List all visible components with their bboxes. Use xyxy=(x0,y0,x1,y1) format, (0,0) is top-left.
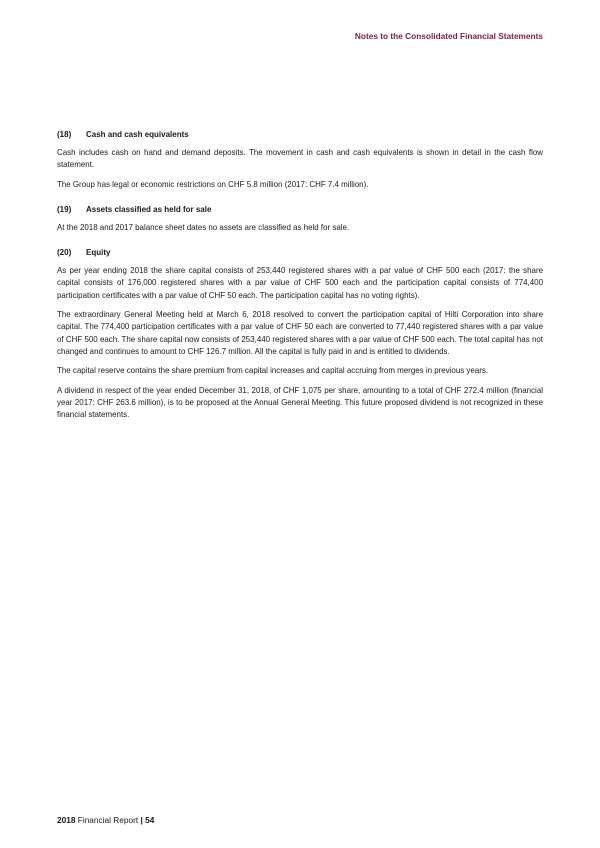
paragraph: Cash includes cash on hand and demand deposits. The movement in cash and cash equivalents is shown in detail in the cash flow statement. xyxy=(57,148,543,170)
section-number: (19) xyxy=(57,204,72,214)
page-footer xyxy=(57,815,154,825)
page-number: 54 xyxy=(145,815,155,825)
section-assets-held-for-sale xyxy=(57,205,543,234)
running-header: Notes to the Consolidated Financial Statements xyxy=(354,31,543,41)
section-title: Assets classified as held for sale xyxy=(86,204,212,214)
section-heading xyxy=(57,130,543,139)
paragraph: The capital reserve contains the share premium from capital increases and capital accruing from merges in previous years. xyxy=(57,366,489,376)
notes-content xyxy=(57,130,543,435)
section-number: (18) xyxy=(57,130,72,139)
paragraph: As per year ending 2018 the share capital consists of 253,440 registered shares with a par value of CHF 500 each (2017: the share capital consists of 176,000 registered shares with a par value of CHF 500 each and the participation capital consists of 774,400 participation certificates with a par value of CHF 50 each. The participation capital has no voting rights). xyxy=(57,266,543,300)
paragraph: At the 2018 and 2017 balance sheet dates no assets are classified as held for sale. xyxy=(57,222,350,232)
section-title: Equity xyxy=(86,248,111,258)
paragraph: The Group has legal or economic restrictions on CHF 5.8 million (2017: CHF 7.4 million). xyxy=(57,179,369,189)
section-heading xyxy=(57,205,543,214)
section-title: Cash and cash equivalents xyxy=(86,130,189,139)
section-equity xyxy=(57,248,543,421)
paragraph: A dividend in respect of the year ended December 31, 2018, of CHF 1,075 per share, amounting to a total of CHF 272.4 million (financial year 2017: CHF 263.6 million), is to be proposed at the Annual General Meeting. This future proposed dividend is not recognized in these financial statements. xyxy=(57,385,543,420)
footer-separator: | xyxy=(140,815,143,825)
footer-label: Financial Report xyxy=(77,815,139,825)
section-heading xyxy=(57,248,543,257)
section-cash-equivalents xyxy=(57,130,543,191)
paragraph: The extraordinary General Meeting held at March 6, 2018 resolved to convert the participation capital of Hilti Corporation into share capital. The 774,400 participation certificates with a par value of CHF 50 each are converted to 77,440 registered shares with a par value of CHF 500 each. The share capital now consists of 253,440 registered shares with a par value of CHF 500 each. The total capital has not changed and continues to amount to CHF 126.7 million. All the capital is fully paid in and is entitled to dividends. xyxy=(57,310,543,356)
section-number: (20) xyxy=(57,248,72,258)
footer-year: 2018 xyxy=(57,815,76,825)
